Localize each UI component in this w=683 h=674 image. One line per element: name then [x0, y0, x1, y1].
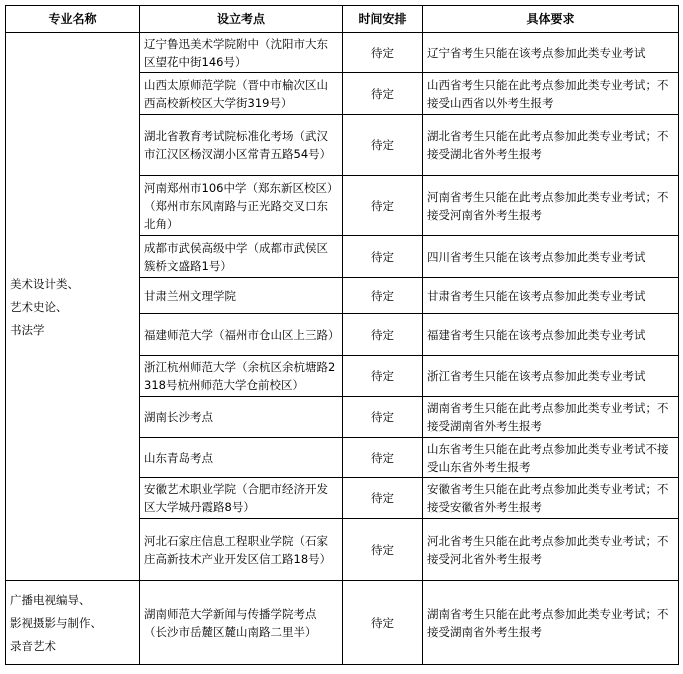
requirement-cell: 安徽省考生只能在此考点参加此类专业考试；不接受安徽省外考生报考	[423, 478, 679, 519]
major-cell-broadcast	[6, 581, 140, 665]
header-time: 时间安排	[343, 6, 423, 33]
requirement-cell: 山西省考生只能在此考点参加此类专业考试；不接受山西省以外考生报考	[423, 73, 679, 115]
location-cell: 山东青岛考点	[140, 438, 343, 478]
time-cell: 待定	[343, 478, 423, 519]
header-row	[6, 6, 679, 33]
time-cell: 待定	[343, 236, 423, 278]
table-row	[6, 33, 679, 73]
location-cell: 辽宁鲁迅美术学院附中（沈阳市大东区望花中街146号）	[140, 33, 343, 73]
time-cell: 待定	[343, 115, 423, 176]
location-cell: 河北石家庄信息工程职业学院（石家庄高新技术产业开发区信工路18号）	[140, 519, 343, 581]
header-requirement: 具体要求	[423, 6, 679, 33]
requirement-cell: 湖北省考生只能在此考点参加此类专业考试；不接受湖北省外考生报考	[423, 115, 679, 176]
location-cell: 河南郑州市106中学（郑东新区校区）（郑州市东风南路与正光路交叉口东北角）	[140, 176, 343, 236]
location-cell: 湖南师范大学新闻与传播学院考点（长沙市岳麓区麓山南路二里半）	[140, 581, 343, 665]
location-cell: 安徽艺术职业学院（合肥市经济开发区大学城丹霞路8号）	[140, 478, 343, 519]
major-line: 广播电视编导、	[10, 592, 91, 607]
time-cell: 待定	[343, 278, 423, 314]
time-cell: 待定	[343, 176, 423, 236]
major-line: 书法学	[10, 322, 45, 337]
major-line: 影视摄影与制作、	[10, 615, 102, 630]
time-cell: 待定	[343, 438, 423, 478]
time-cell: 待定	[343, 519, 423, 581]
major-line: 艺术史论、	[10, 299, 68, 314]
time-cell: 待定	[343, 33, 423, 73]
requirement-cell: 湖南省考生只能在此考点参加此类专业考试；不接受湖南省外考生报考	[423, 397, 679, 438]
time-cell: 待定	[343, 581, 423, 665]
table-row	[6, 581, 679, 665]
exam-site-table	[5, 5, 679, 665]
major-line: 录音艺术	[10, 638, 56, 653]
requirement-cell: 山东省考生只能在此考点参加此类专业考试不接受山东省外考生报考	[423, 438, 679, 478]
header-location: 设立考点	[140, 6, 343, 33]
location-cell: 福建师范大学（福州市仓山区上三路）	[140, 314, 343, 356]
location-cell: 湖北省教育考试院标准化考场（武汉市江汉区杨汊湖小区常青五路54号）	[140, 115, 343, 176]
major-line: 美术设计类、	[10, 276, 79, 291]
location-cell: 湖南长沙考点	[140, 397, 343, 438]
requirement-cell: 浙江省考生只能在该考点参加此类专业考试	[423, 356, 679, 397]
time-cell: 待定	[343, 356, 423, 397]
location-cell: 甘肃兰州文理学院	[140, 278, 343, 314]
time-cell: 待定	[343, 314, 423, 356]
major-cell-art-design	[6, 33, 140, 581]
requirement-cell: 四川省考生只能在该考点参加此类专业考试	[423, 236, 679, 278]
time-cell: 待定	[343, 73, 423, 115]
location-cell: 山西太原师范学院（晋中市榆次区山西高校新校区大学街319号）	[140, 73, 343, 115]
location-cell: 成都市武侯高级中学（成都市武侯区簇桥文盛路1号）	[140, 236, 343, 278]
location-cell: 浙江杭州师范大学（余杭区余杭塘路2318号杭州师范大学仓前校区）	[140, 356, 343, 397]
requirement-cell: 甘肃省考生只能在该考点参加此类专业考试	[423, 278, 679, 314]
time-cell: 待定	[343, 397, 423, 438]
header-major: 专业名称	[6, 6, 140, 33]
requirement-cell: 辽宁省考生只能在该考点参加此类专业考试	[423, 33, 679, 73]
requirement-cell: 河北省考生只能在此考点参加此类专业考试；不接受河北省外考生报考	[423, 519, 679, 581]
requirement-cell: 福建省考生只能在该考点参加此类专业考试	[423, 314, 679, 356]
requirement-cell: 湖南省考生只能在此考点参加此类专业考试；不接受湖南省外考生报考	[423, 581, 679, 665]
requirement-cell: 河南省考生只能在此考点参加此类专业考试；不接受河南省外考生报考	[423, 176, 679, 236]
